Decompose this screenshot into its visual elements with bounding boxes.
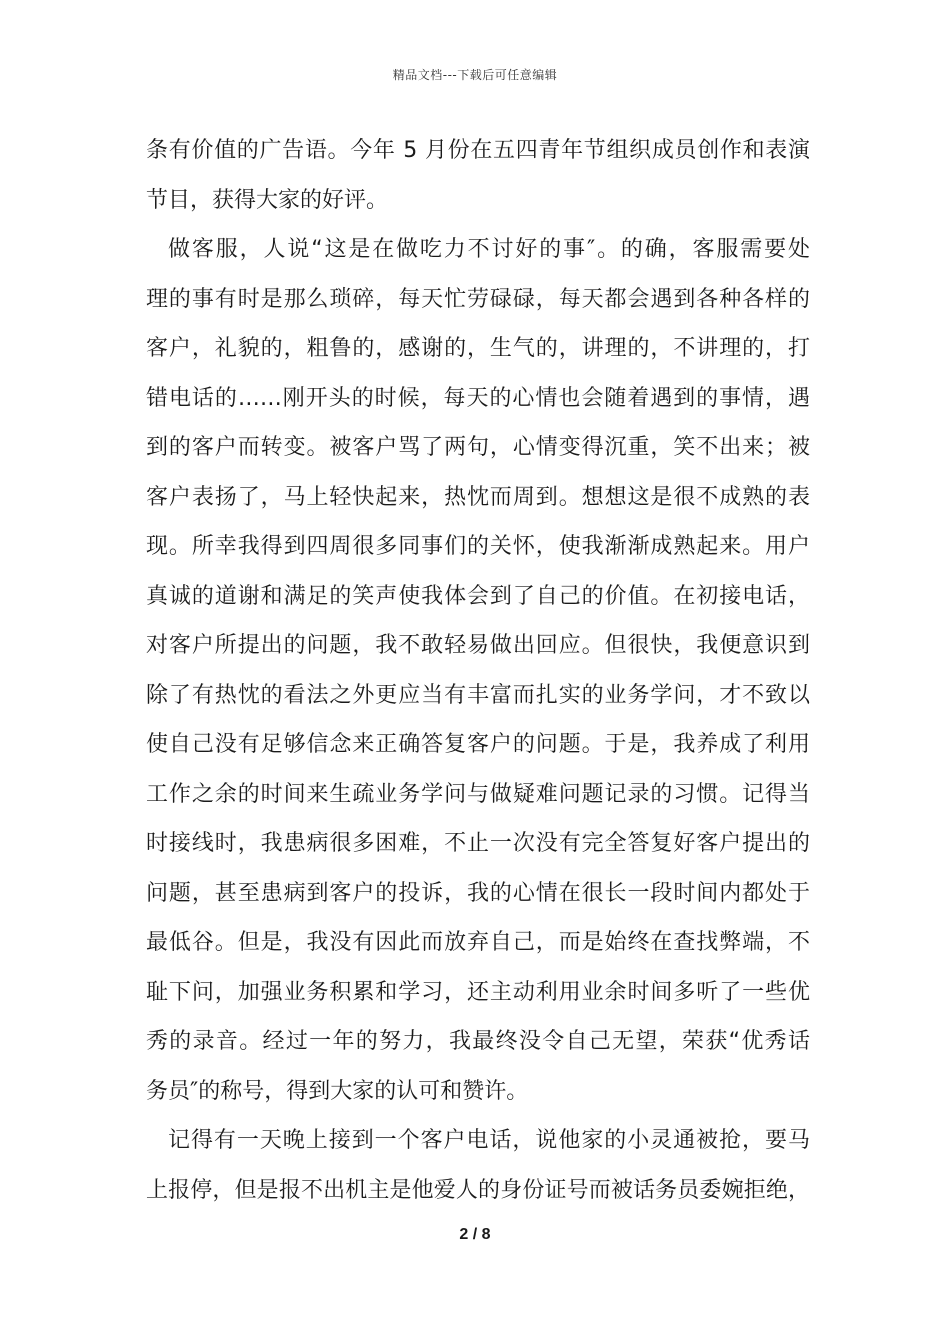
text-line: 使自己没有足够信念来正确答复客户的问题。于是，我养成了利用 bbox=[146, 732, 810, 757]
text-line: 工作之余的时间来生疏业务学问与做疑难问题记录的习惯。记得当 bbox=[146, 781, 810, 807]
text-line: 记得有一天晚上接到一个客户电话，说他家的小灵通被抢，要马 bbox=[168, 1128, 810, 1153]
text-line: 除了有热忱的看法之外更应当有丰富而扎实的业务学问，才不致以 bbox=[146, 682, 810, 708]
text-line: 理的事有时是那么琐碎，每天忙劳碌碌，每天都会遇到各种各样的 bbox=[146, 286, 810, 312]
text-line: 客户，礼貌的，粗鲁的，感谢的，生气的，讲理的，不讲理的，打 bbox=[146, 336, 810, 361]
text-line: 错电话的……刚开头的时候，每天的心情也会随着遇到的事情，遇 bbox=[146, 385, 810, 411]
text-line: 上报停，但是报不出机主是他爱人的身份证号而被话务员委婉拒绝， bbox=[146, 1177, 810, 1203]
paragraph bbox=[146, 225, 810, 1116]
text-line: 节目，获得大家的好评。 bbox=[146, 187, 389, 213]
page-number: 2 / 8 bbox=[459, 1226, 491, 1243]
paragraph bbox=[146, 1116, 810, 1215]
text-line: 客户表扬了，马上轻快起来，热忱而周到。想想这是很不成熟的表 bbox=[146, 484, 810, 510]
text-line: 耻下问，加强业务积累和学习，还主动利用业余时间多听了一些优 bbox=[146, 979, 810, 1005]
text-line: 问题，甚至患病到客户的投诉，我的心情在很长一段时间内都处于 bbox=[146, 880, 810, 906]
page-header: 精品文档---下载后可任意编辑 bbox=[392, 68, 558, 82]
text-line: 最低谷。但是，我没有因此而放弃自己，而是始终在查找弊端，不 bbox=[146, 930, 810, 955]
text-line: 做客服，人说“这是在做吃力不讨好的事″。的确，客服需要处 bbox=[168, 237, 810, 262]
text-line: 务员″的称号，得到大家的认可和赞许。 bbox=[146, 1078, 529, 1104]
text-line: 秀的录音。经过一年的努力，我最终没令自己无望，荣获“优秀话 bbox=[146, 1029, 810, 1054]
text-line: 到的客户而转变。被客户骂了两句，心情变得沉重，笑不出来；被 bbox=[146, 435, 810, 460]
text-line: 时接线时，我患病很多困难，不止一次没有完全答复好客户提出的 bbox=[146, 831, 810, 856]
text-line: 现。所幸我得到四周很多同事们的关怀，使我渐渐成熟起来。用户 bbox=[146, 534, 810, 559]
text-line: 真诚的道谢和满足的笑声使我体会到了自己的价值。在初接电话， bbox=[146, 583, 810, 609]
paragraph bbox=[146, 126, 810, 225]
text-line: 条有价值的广告语。今年 5 月份在五四青年节组织成员创作和表演 bbox=[146, 138, 810, 163]
text-line: 对客户所提出的问题，我不敢轻易做出回应。但很快，我便意识到 bbox=[146, 633, 810, 658]
body-text bbox=[146, 126, 810, 1215]
